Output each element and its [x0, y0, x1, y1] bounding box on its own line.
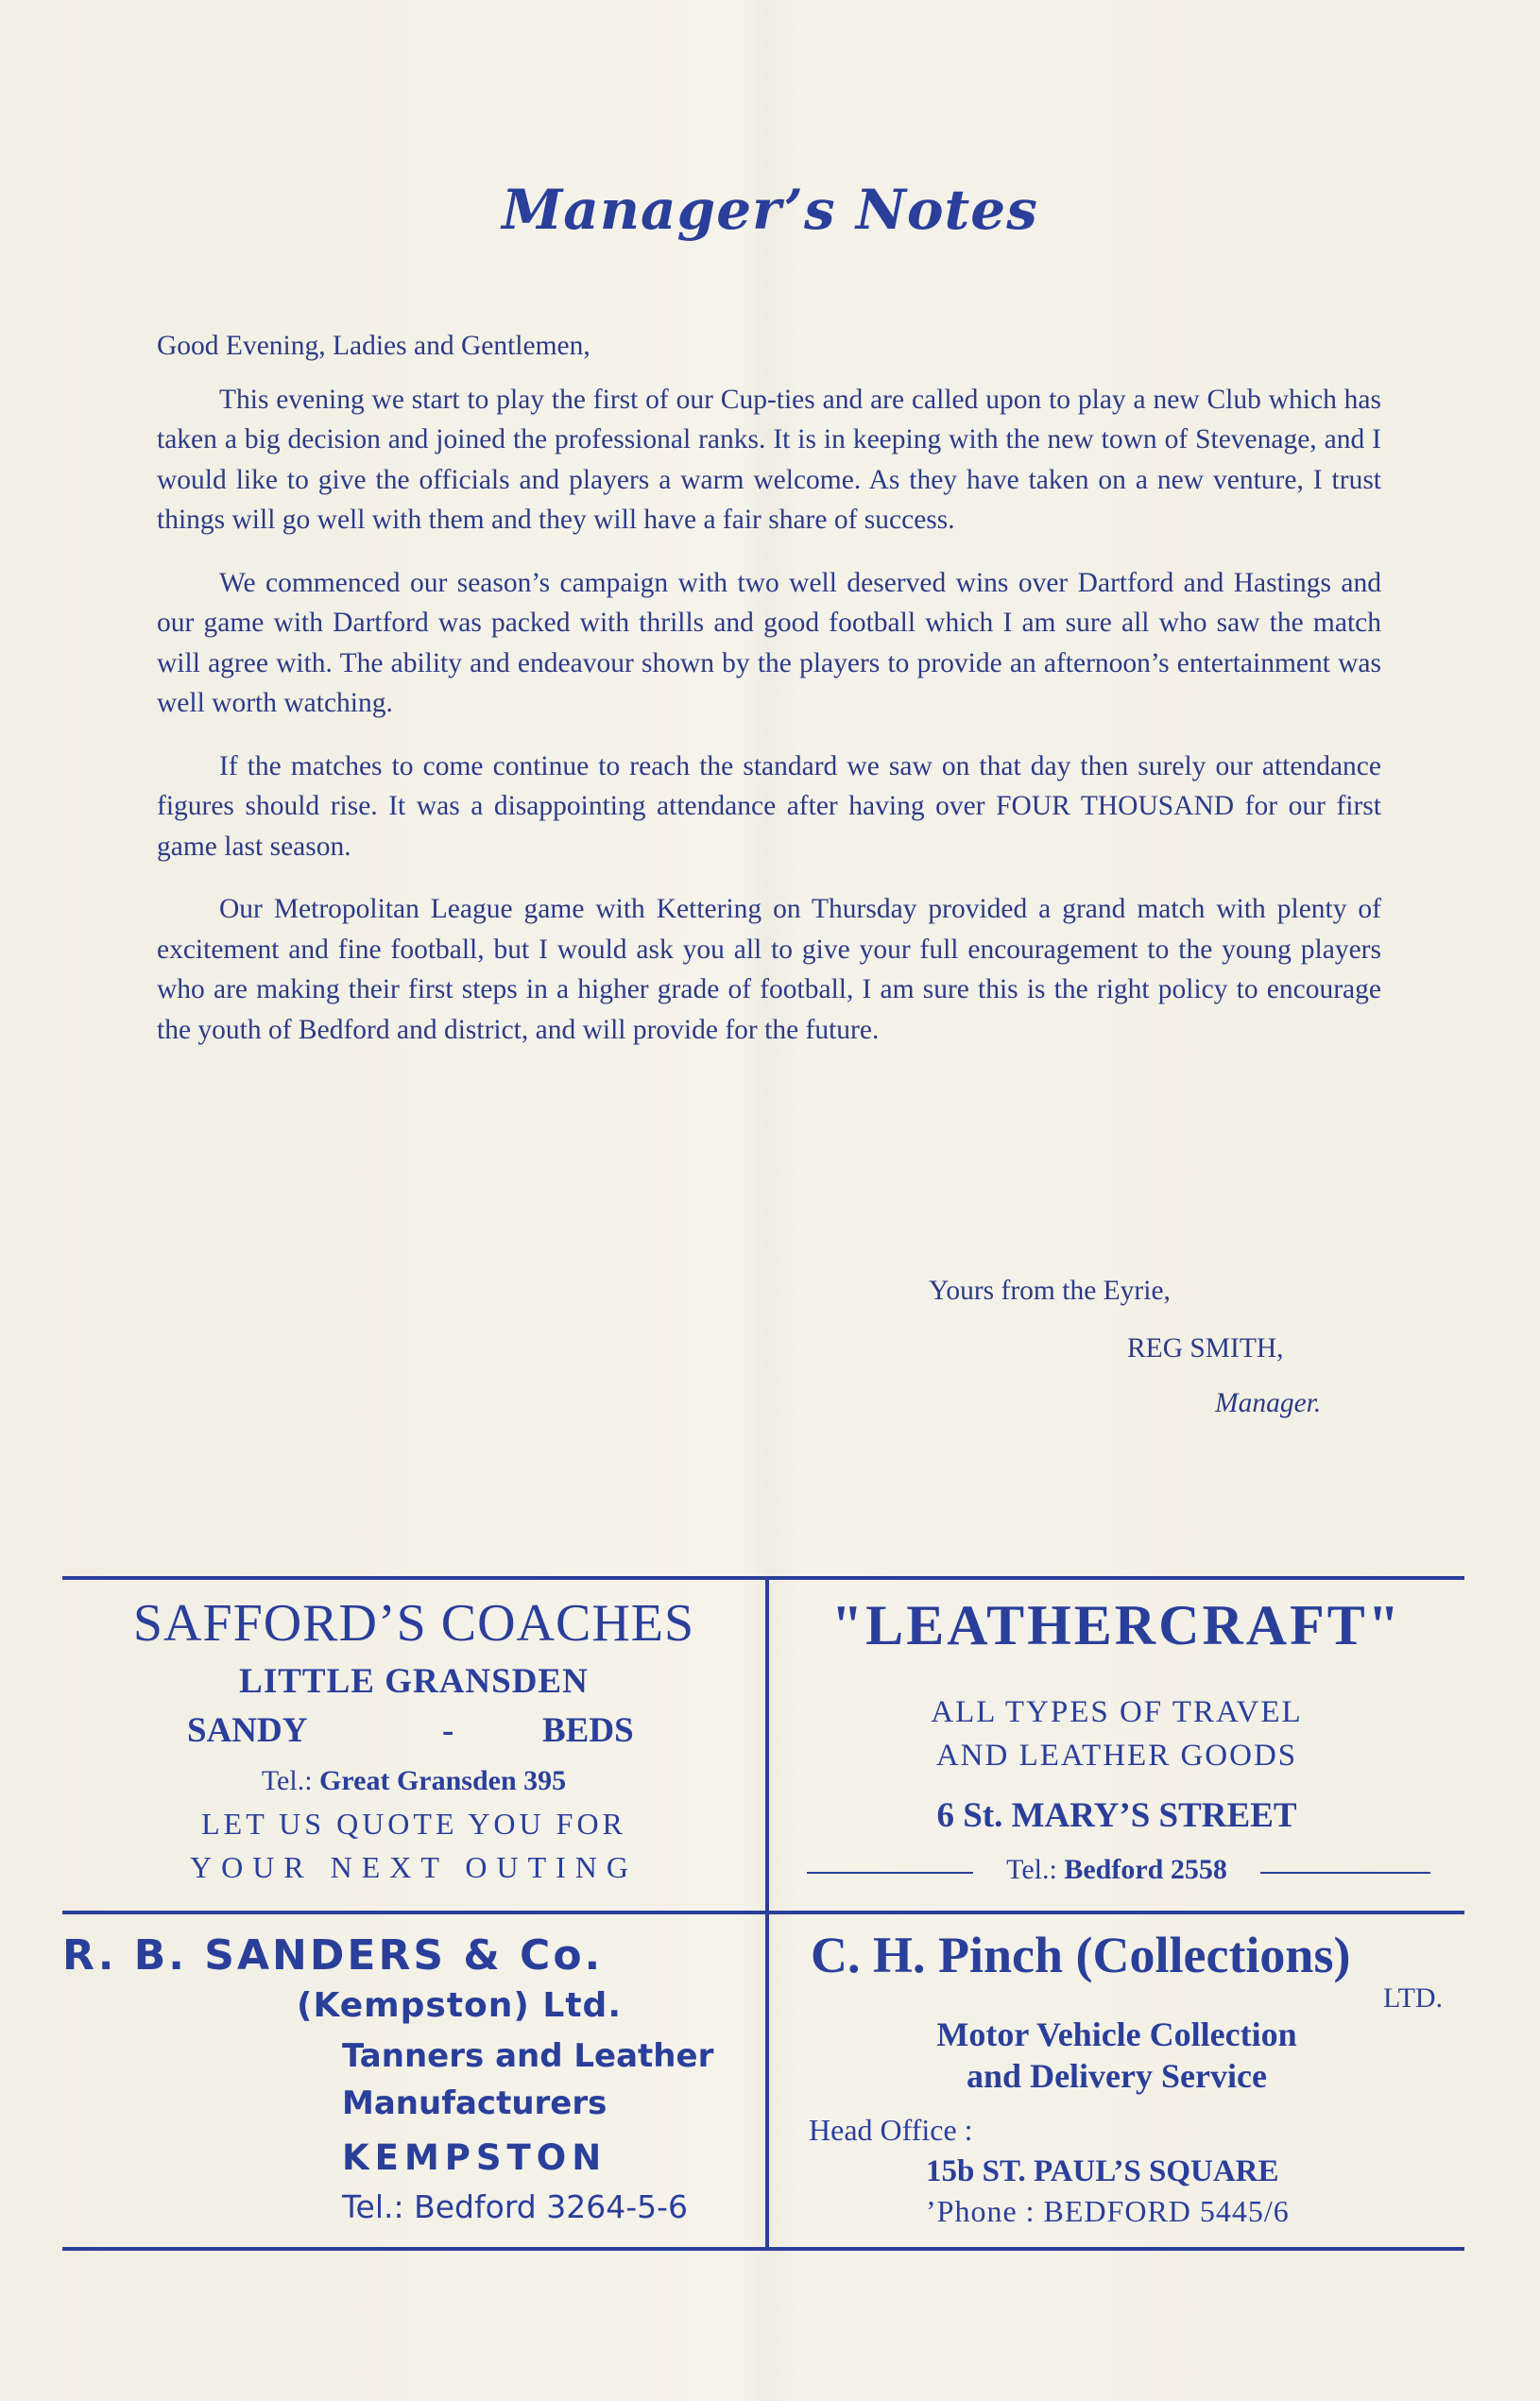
tel-value: Bedford 2558	[1064, 1854, 1227, 1885]
advert-slogan: LET US QUOTE YOU FOR	[201, 1807, 626, 1841]
advert-saffords-coaches	[62, 1580, 765, 1911]
advert-description: Tanners and Leather	[342, 2037, 714, 2075]
advert-town: SANDY	[187, 1711, 308, 1750]
page-title: Manager’s Notes	[502, 178, 1038, 242]
closing-line: Yours from the Eyrie,	[929, 1276, 1171, 1306]
advert-address: 6 St. MARY’S STREET	[936, 1796, 1297, 1835]
advert-telephone	[62, 1765, 765, 1797]
greeting: Good Evening, Ladies and Gentlemen,	[157, 331, 590, 361]
advert-description: AND LEATHER GOODS	[935, 1739, 1298, 1773]
tel-label: Tel.:	[261, 1765, 313, 1796]
notes-paragraph: This evening we start to play the first of our Cup-ties and are called upon to play a new Club which has taken a big decision and joined the professional ranks. It is in keeping with the new town of Stevenage, and I would like to give the officials and players a warm welcome. As they have taken on a new venture, I trust things will go well with them and they will have a fair share of success.	[157, 384, 1381, 535]
advert-town: KEMPSTON	[342, 2137, 607, 2178]
notes-paragraph: We commenced our season’s campaign with two well deserved wins over Dartford and Hastings and our game with Dartford was packed with thrills and good football which I am sure all who saw the match will agree with. The ability and endeavour shown by the players to provide an afternoon’s entertainment was well worth watching.	[157, 567, 1381, 718]
advert-office-label: Head Office :	[809, 2113, 973, 2147]
advert-slogan: YOUR NEXT OUTING	[189, 1850, 639, 1884]
tel-value: Great Gransden 395	[319, 1765, 567, 1796]
advert-telephone: ’Phone : BEDFORD 5445/6	[926, 2194, 1290, 2228]
advert-telephone: Tel.: Bedford 3264-5-6	[342, 2188, 689, 2225]
manager-notes-body	[157, 326, 1381, 1072]
advert-description: ALL TYPES OF TRAVEL	[931, 1695, 1303, 1729]
advert-name: R. B. SANDERS & Co.	[62, 1931, 604, 1980]
advert-ch-pinch	[769, 1914, 1464, 2247]
advert-ltd: LTD.	[1383, 1982, 1444, 2014]
advert-rb-sanders	[62, 1914, 765, 2247]
signature-role: Manager.	[1215, 1388, 1322, 1418]
advert-address-line: LITTLE GRANSDEN	[239, 1662, 589, 1701]
advert-description: Manufacturers	[342, 2084, 607, 2122]
notes-paragraph: If the matches to come continue to reach the standard we saw on that day then surely our attendance figures should rise. It was a disappointing attendance after having over FOUR THOUSAND for our first game last season.	[157, 750, 1381, 862]
advert-name: C. H. Pinch (Collections)	[811, 1927, 1351, 1983]
advert-telephone	[769, 1854, 1464, 1886]
advert-address: 15b ST. PAUL’S SQUARE	[926, 2154, 1279, 2188]
advert-description: Motor Vehicle Collection	[936, 2015, 1297, 2053]
advert-dash: -	[442, 1711, 454, 1750]
advert-county: BEDS	[542, 1711, 634, 1750]
advert-description: and Delivery Service	[967, 2057, 1267, 2095]
advert-name: SAFFORD’S COACHES	[132, 1594, 695, 1653]
tel-label: Tel.:	[1006, 1854, 1057, 1885]
notes-paragraph: Our Metropolitan League game with Kettering on Thursday provided a grand match with plenty of excitement and fine football, but I would ask you all to give your full encouragement to the young players who are making their first steps in a higher grade of football, I am sure this is the right policy to encourage the youth of Bedford and district, and will provide for the future.	[157, 894, 1381, 1045]
advert-leathercraft	[769, 1580, 1464, 1911]
advert-company-suffix: (Kempston) Ltd.	[297, 1986, 622, 2025]
advert-name: "LEATHERCRAFT"	[830, 1594, 1403, 1656]
signature: REG SMITH,	[1127, 1333, 1284, 1363]
advert-bottom-rule	[62, 2247, 1464, 2251]
